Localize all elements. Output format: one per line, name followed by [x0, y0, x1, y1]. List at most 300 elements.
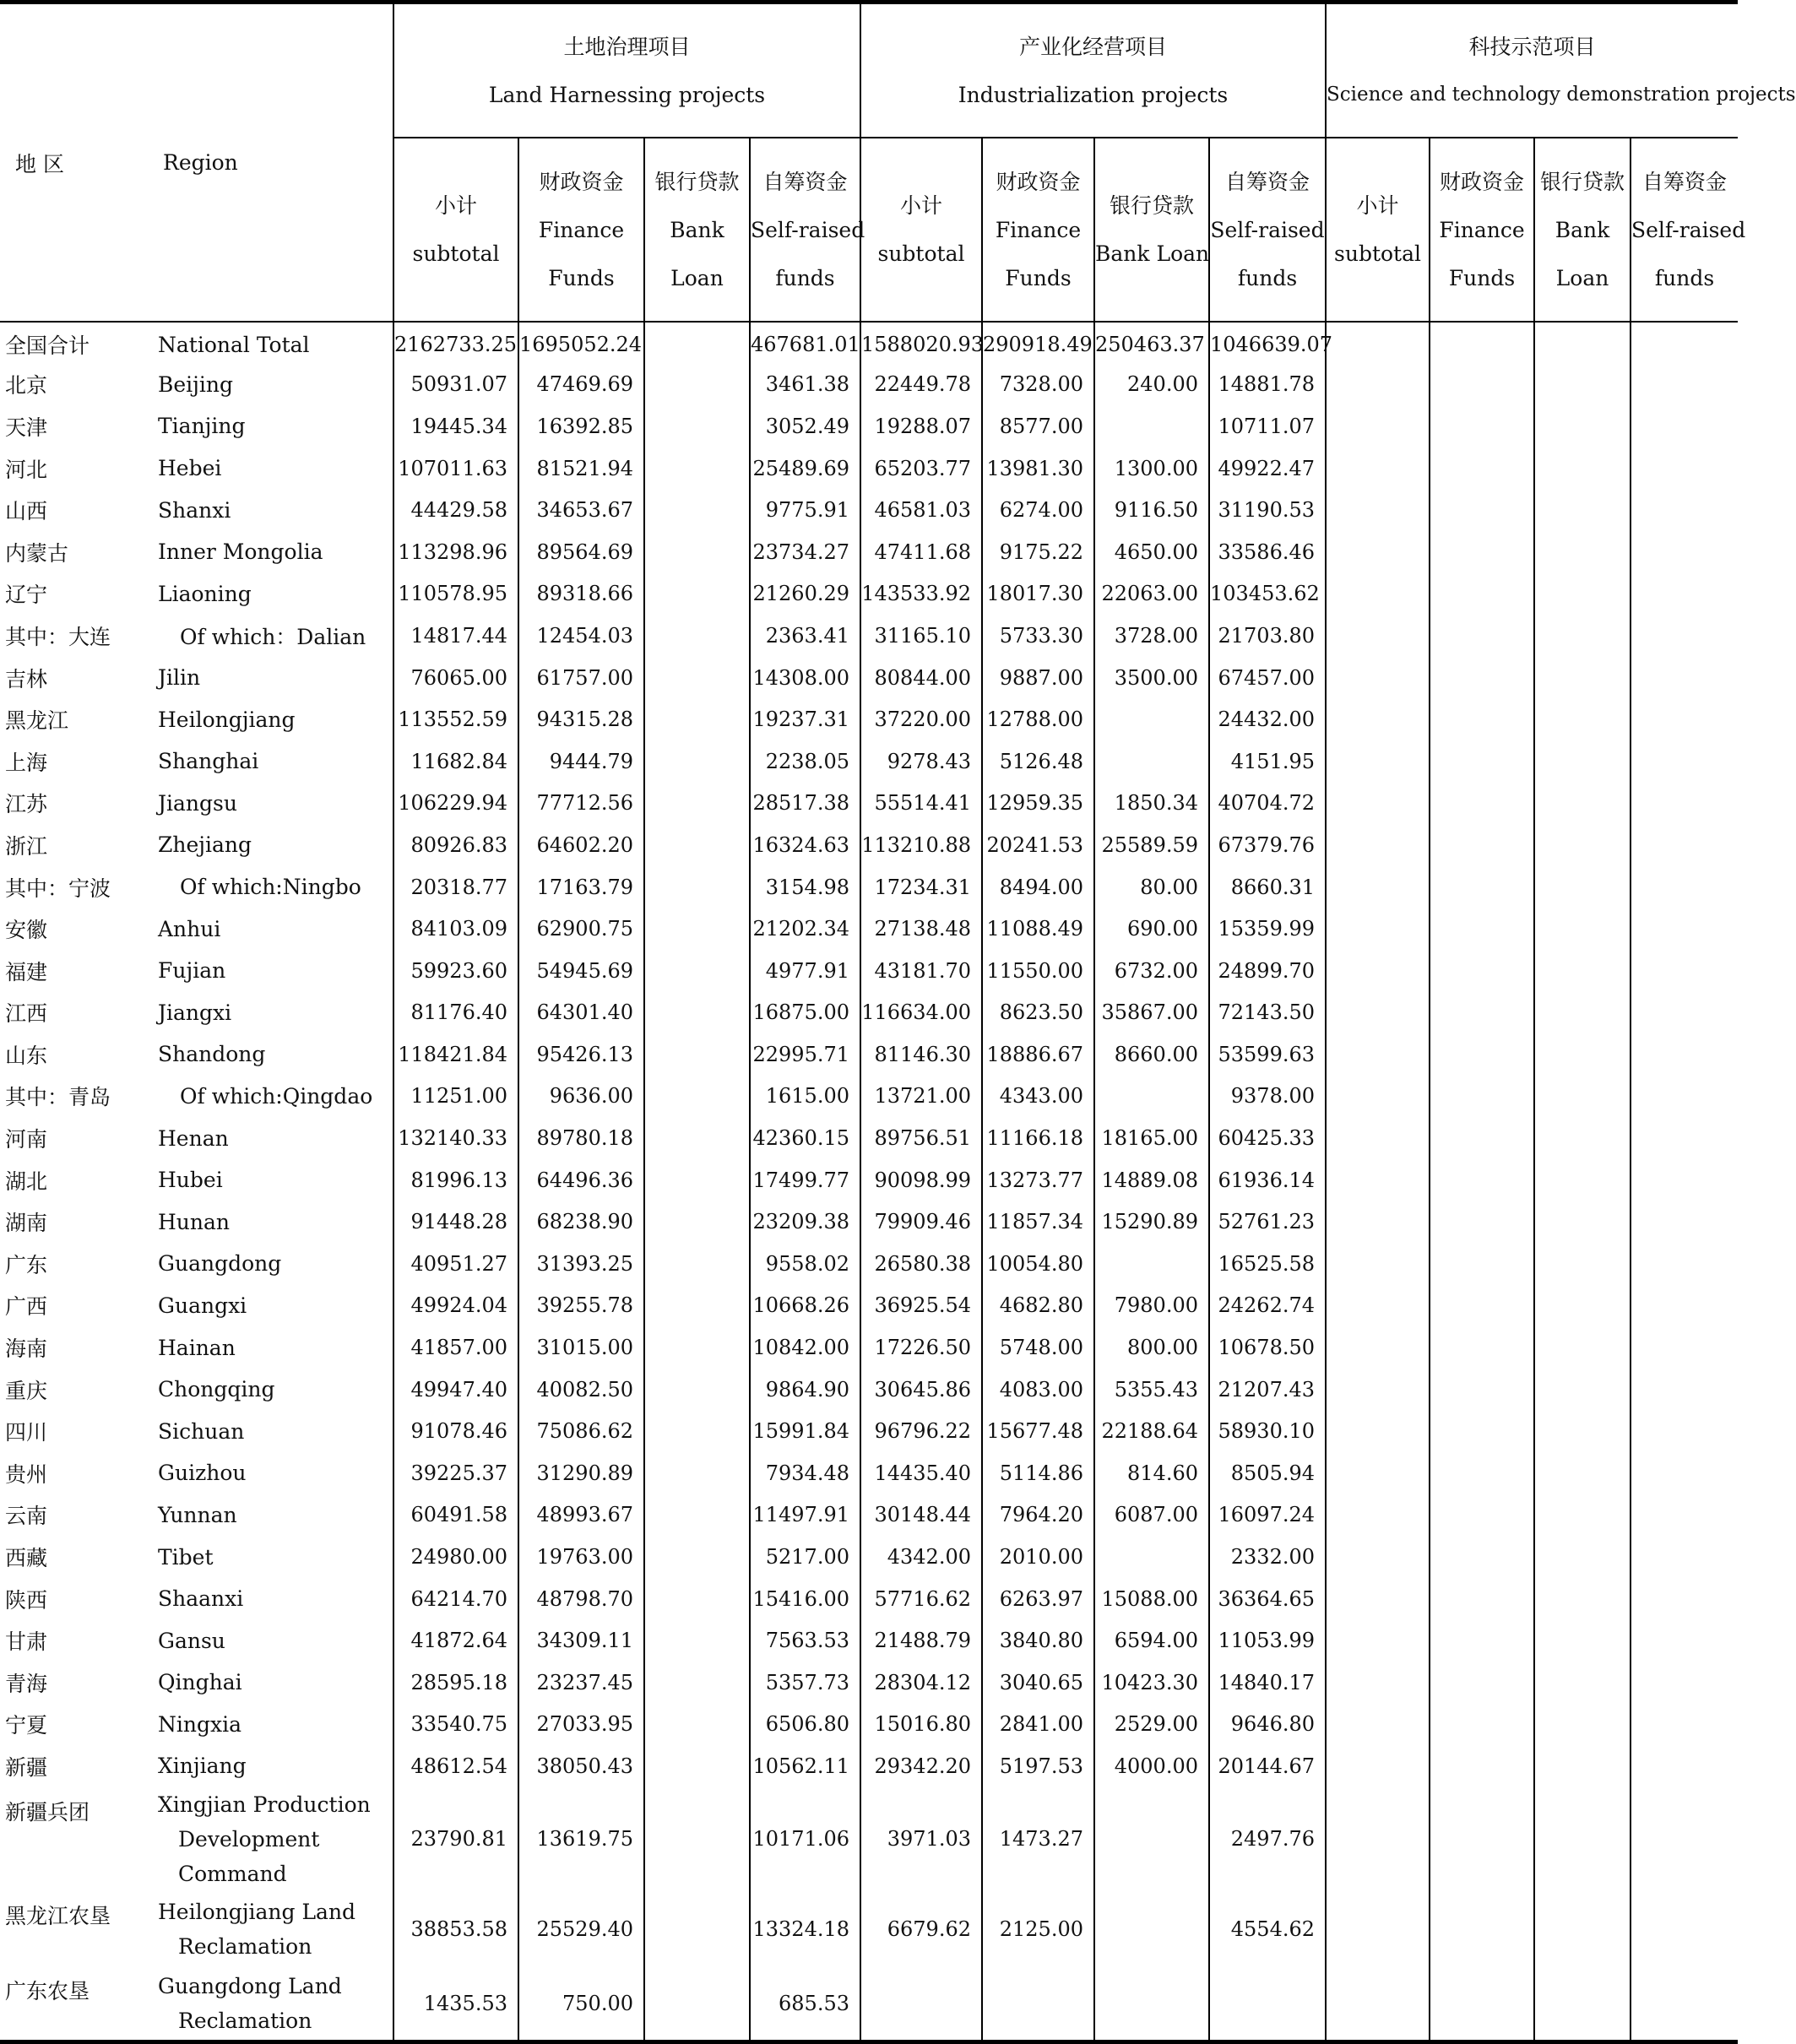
sub-header-cn: 银行贷款 [1540, 169, 1625, 194]
sub-header-0 [393, 138, 518, 322]
value-cell: 103453.62 [1209, 573, 1326, 615]
sub-header-en: Bank [1555, 217, 1610, 242]
value-cell: 48993.67 [518, 1494, 644, 1537]
table-row [0, 1410, 1738, 1452]
value-cell: 94315.28 [518, 698, 644, 740]
region-name-cn: 黑龙江农垦 [5, 1903, 111, 1928]
value-cell [1326, 489, 1430, 531]
value-cell [644, 1452, 750, 1494]
value-cell: 1695052.24 [518, 322, 644, 364]
region-name-cn: 山东 [5, 1043, 48, 1068]
value-cell [1631, 1704, 1738, 1746]
value-cell: 1615.00 [750, 1076, 860, 1118]
value-cell [1534, 1619, 1631, 1662]
region-name-cn: 河北 [5, 457, 48, 482]
value-cell [1631, 1243, 1738, 1285]
value-cell [1534, 1410, 1631, 1452]
value-cell [1534, 1662, 1631, 1704]
region-name-cn: 青海 [5, 1671, 48, 1696]
value-cell: 18165.00 [1094, 1117, 1209, 1159]
group-science-en: Science and technology demonstration projects [1327, 83, 1796, 106]
value-cell: 46581.03 [860, 489, 982, 531]
value-cell: 250463.37 [1094, 322, 1209, 364]
group-header-science [1326, 3, 1796, 138]
value-cell [1430, 1536, 1534, 1578]
value-cell: 4083.00 [982, 1369, 1094, 1411]
value-cell: 15088.00 [1094, 1578, 1209, 1620]
value-cell [644, 783, 750, 825]
value-cell: 54945.69 [518, 950, 644, 992]
value-cell: 4554.62 [1209, 1891, 1326, 1967]
sub-header-10 [1534, 138, 1631, 322]
value-cell: 27033.95 [518, 1704, 644, 1746]
value-cell: 19237.31 [750, 698, 860, 740]
region-name-en: Of which:Qingdao [180, 1083, 373, 1109]
value-cell: 89780.18 [518, 1117, 644, 1159]
value-cell: 116634.00 [860, 992, 982, 1034]
value-cell [1534, 1033, 1631, 1076]
value-cell: 9175.22 [982, 531, 1094, 573]
table-row [0, 405, 1738, 447]
value-cell: 2125.00 [982, 1891, 1094, 1967]
value-cell [1430, 866, 1534, 908]
value-cell [1094, 1966, 1209, 2042]
value-cell: 19288.07 [860, 405, 982, 447]
value-cell: 30148.44 [860, 1494, 982, 1537]
value-cell: 72143.50 [1209, 992, 1326, 1034]
table-row [0, 1369, 1738, 1411]
value-cell [1094, 1243, 1209, 1285]
value-cell: 107011.63 [393, 447, 518, 490]
value-cell: 53599.63 [1209, 1033, 1326, 1076]
region-name-en: Inner Mongolia [158, 539, 323, 565]
value-cell [1534, 615, 1631, 657]
value-cell [1631, 657, 1738, 699]
value-cell: 11682.84 [393, 740, 518, 783]
value-cell [644, 1159, 750, 1201]
table-row [0, 698, 1738, 740]
value-cell [1430, 1578, 1534, 1620]
table-row [0, 908, 1738, 950]
value-cell [644, 489, 750, 531]
value-cell: 11497.91 [750, 1494, 860, 1537]
value-cell [1631, 1285, 1738, 1327]
value-cell [1326, 364, 1430, 406]
value-cell: 17234.31 [860, 866, 982, 908]
value-cell [1631, 1662, 1738, 1704]
value-cell [1430, 1285, 1534, 1327]
value-cell [1326, 573, 1430, 615]
value-cell [644, 1201, 750, 1243]
value-cell: 22063.00 [1094, 573, 1209, 615]
value-cell [1534, 783, 1631, 825]
value-cell: 6263.97 [982, 1578, 1094, 1620]
value-cell: 48612.54 [393, 1745, 518, 1787]
value-cell: 3052.49 [750, 405, 860, 447]
group-industrialization-cn: 产业化经营项目 [1019, 34, 1168, 59]
region-name-en: Zhejiang [158, 832, 252, 858]
region-name-en: Guangdong [158, 1251, 282, 1277]
value-cell: 8623.50 [982, 992, 1094, 1034]
value-cell: 47469.69 [518, 364, 644, 406]
value-cell: 21207.43 [1209, 1369, 1326, 1411]
value-cell: 81146.30 [860, 1033, 982, 1076]
region-name-cn: 重庆 [5, 1378, 48, 1403]
value-cell [644, 1536, 750, 1578]
value-cell [1631, 531, 1738, 573]
value-cell: 14889.08 [1094, 1159, 1209, 1201]
value-cell: 33586.46 [1209, 531, 1326, 573]
value-cell: 3840.80 [982, 1619, 1094, 1662]
value-cell [1631, 447, 1738, 490]
value-cell [1631, 1326, 1738, 1369]
value-cell: 61936.14 [1209, 1159, 1326, 1201]
group-industrialization-en: Industrialization projects [958, 82, 1229, 107]
region-name-cn: 海南 [5, 1336, 48, 1362]
value-cell [1430, 322, 1534, 364]
sub-header-cn: 小计 [434, 193, 477, 218]
region-name-cn: 内蒙古 [5, 540, 69, 566]
value-cell [1631, 1452, 1738, 1494]
value-cell: 42360.15 [750, 1117, 860, 1159]
value-cell [1534, 950, 1631, 992]
region-name-en: Fujian [158, 958, 226, 984]
value-cell: 15416.00 [750, 1578, 860, 1620]
value-cell: 9378.00 [1209, 1076, 1326, 1118]
value-cell: 39255.78 [518, 1285, 644, 1327]
value-cell: 24980.00 [393, 1536, 518, 1578]
region-name-en: Of which：Dalian [180, 624, 366, 649]
value-cell [1326, 1619, 1430, 1662]
value-cell [1326, 1117, 1430, 1159]
value-cell: 9646.80 [1209, 1704, 1326, 1746]
value-cell: 10711.07 [1209, 405, 1326, 447]
value-cell [644, 1326, 750, 1369]
value-cell: 3728.00 [1094, 615, 1209, 657]
value-cell [1430, 1243, 1534, 1285]
value-cell: 52761.23 [1209, 1201, 1326, 1243]
region-name-cn: 北京 [5, 373, 48, 398]
value-cell [1326, 1201, 1430, 1243]
value-cell [1326, 1578, 1430, 1620]
value-cell: 10171.06 [750, 1787, 860, 1891]
value-cell: 89564.69 [518, 531, 644, 573]
table-row [0, 824, 1738, 866]
value-cell: 17499.77 [750, 1159, 860, 1201]
value-cell [1430, 1619, 1534, 1662]
value-cell [1326, 783, 1430, 825]
value-cell: 30645.86 [860, 1369, 982, 1411]
value-cell: 800.00 [1094, 1326, 1209, 1369]
table-row [0, 1891, 1738, 1967]
value-cell: 10562.11 [750, 1745, 860, 1787]
value-cell: 91448.28 [393, 1201, 518, 1243]
table-row [0, 1076, 1738, 1118]
value-cell [1430, 698, 1534, 740]
sub-header-en: subtotal [1334, 241, 1421, 266]
value-cell: 89756.51 [860, 1117, 982, 1159]
table-row [0, 531, 1738, 573]
value-cell: 240.00 [1094, 364, 1209, 406]
region-name-cn: 贵州 [5, 1461, 48, 1487]
value-cell: 35867.00 [1094, 992, 1209, 1034]
value-cell [644, 1243, 750, 1285]
value-cell: 3040.65 [982, 1662, 1094, 1704]
value-cell: 40082.50 [518, 1369, 644, 1411]
value-cell: 37220.00 [860, 698, 982, 740]
value-cell [1534, 1536, 1631, 1578]
value-cell: 11550.00 [982, 950, 1094, 992]
region-name-cn: 其中：青岛 [5, 1085, 111, 1110]
region-header-en-cell [158, 3, 393, 323]
value-cell [1430, 992, 1534, 1034]
sub-header-en: Self-raised [1631, 217, 1746, 242]
value-cell [1534, 657, 1631, 699]
value-cell [1430, 447, 1534, 490]
value-cell [1534, 1966, 1631, 2042]
value-cell: 89318.66 [518, 573, 644, 615]
value-cell [1430, 1117, 1534, 1159]
value-cell [1326, 866, 1430, 908]
value-cell [1326, 1159, 1430, 1201]
value-cell: 19763.00 [518, 1536, 644, 1578]
value-cell [1534, 447, 1631, 490]
value-cell: 13721.00 [860, 1076, 982, 1118]
value-cell: 8660.31 [1209, 866, 1326, 908]
value-cell [644, 1410, 750, 1452]
value-cell: 64301.40 [518, 992, 644, 1034]
region-name-cn: 黑龙江 [5, 708, 69, 734]
value-cell: 36925.54 [860, 1285, 982, 1327]
value-cell [1534, 824, 1631, 866]
value-cell: 16525.58 [1209, 1243, 1326, 1285]
value-cell [644, 908, 750, 950]
value-cell: 28304.12 [860, 1662, 982, 1704]
region-name-cn: 江西 [5, 1001, 48, 1027]
group-land-en: Land Harnessing projects [488, 82, 766, 107]
value-cell: 4682.80 [982, 1285, 1094, 1327]
value-cell: 59923.60 [393, 950, 518, 992]
value-cell: 23209.38 [750, 1201, 860, 1243]
value-cell [1430, 364, 1534, 406]
value-cell: 110578.95 [393, 573, 518, 615]
group-header-industrialization [860, 3, 1326, 138]
value-cell: 7964.20 [982, 1494, 1094, 1537]
sub-header-en-line2: Loan [1555, 265, 1609, 290]
sub-header-7 [1209, 138, 1326, 322]
table-row [0, 1201, 1738, 1243]
value-cell: 60425.33 [1209, 1117, 1326, 1159]
value-cell [644, 1662, 750, 1704]
sub-header-cn: 小计 [1356, 193, 1399, 218]
value-cell [1326, 1704, 1430, 1746]
value-cell: 13619.75 [518, 1787, 644, 1891]
value-cell: 9864.90 [750, 1369, 860, 1411]
table-row [0, 573, 1738, 615]
value-cell: 19445.34 [393, 405, 518, 447]
value-cell [1326, 447, 1430, 490]
region-name-cn: 江苏 [5, 792, 48, 817]
value-cell: 15290.89 [1094, 1201, 1209, 1243]
value-cell: 47411.68 [860, 531, 982, 573]
value-cell [1430, 1745, 1534, 1787]
value-cell [1534, 1704, 1631, 1746]
value-cell [1631, 1117, 1738, 1159]
region-name-en: Liaoning [158, 581, 252, 606]
value-cell: 16097.24 [1209, 1494, 1326, 1537]
value-cell [1534, 1578, 1631, 1620]
value-cell: 24899.70 [1209, 950, 1326, 992]
value-cell: 79909.46 [860, 1201, 982, 1243]
value-cell [1326, 1891, 1430, 1967]
value-cell: 55514.41 [860, 783, 982, 825]
value-cell [1430, 1076, 1534, 1118]
value-cell: 64602.20 [518, 824, 644, 866]
value-cell: 2238.05 [750, 740, 860, 783]
region-name-cn: 山西 [5, 499, 48, 524]
sub-header-en: Finance [538, 217, 625, 242]
value-cell [644, 615, 750, 657]
region-name-en-line1: Xingjian Production [158, 1792, 371, 1817]
value-cell [1534, 531, 1631, 573]
value-cell: 10668.26 [750, 1285, 860, 1327]
value-cell [1631, 908, 1738, 950]
value-cell [1326, 950, 1430, 992]
value-cell: 67457.00 [1209, 657, 1326, 699]
value-cell [1430, 908, 1534, 950]
table-row [0, 364, 1738, 406]
region-name-cn: 安徽 [5, 918, 48, 943]
value-cell [1326, 698, 1430, 740]
sub-header-en-line2: Funds [1005, 265, 1072, 290]
value-cell: 20318.77 [393, 866, 518, 908]
value-cell [1631, 615, 1738, 657]
value-cell [1430, 740, 1534, 783]
value-cell [644, 364, 750, 406]
value-cell [1631, 1410, 1738, 1452]
sub-header-en: Bank [670, 217, 724, 242]
value-cell: 2529.00 [1094, 1704, 1209, 1746]
value-cell [1534, 1243, 1631, 1285]
value-cell: 3461.38 [750, 364, 860, 406]
value-cell: 8577.00 [982, 405, 1094, 447]
value-cell [1430, 1662, 1534, 1704]
value-cell: 21703.80 [1209, 615, 1326, 657]
value-cell: 24432.00 [1209, 698, 1326, 740]
sub-header-cn: 自筹资金 [1642, 169, 1728, 194]
region-name-en: Guangxi [158, 1293, 247, 1318]
value-cell [1534, 740, 1631, 783]
value-cell: 1300.00 [1094, 447, 1209, 490]
value-cell [1326, 824, 1430, 866]
sub-header-en: Finance [1439, 217, 1525, 242]
value-cell [1326, 1745, 1430, 1787]
table-row [0, 1243, 1738, 1285]
sub-header-en-line2: Loan [670, 265, 724, 290]
region-name-cn: 河南 [5, 1127, 48, 1152]
value-cell: 34309.11 [518, 1619, 644, 1662]
value-cell [1430, 1966, 1534, 2042]
region-name-en [158, 1891, 393, 1967]
value-cell: 21488.79 [860, 1619, 982, 1662]
value-cell: 4650.00 [1094, 531, 1209, 573]
value-cell: 25589.59 [1094, 824, 1209, 866]
value-cell [1631, 740, 1738, 783]
region-name-en: Jiangxi [158, 1000, 232, 1025]
group-science-cn: 科技示范项目 [1468, 34, 1596, 59]
value-cell [1631, 1891, 1738, 1967]
value-cell [860, 1966, 982, 2042]
value-cell: 14308.00 [750, 657, 860, 699]
value-cell [1326, 1536, 1430, 1578]
sub-header-en-line2: funds [1654, 265, 1715, 290]
value-cell: 113298.96 [393, 531, 518, 573]
region-name-en: Jiangsu [158, 790, 237, 816]
value-cell [1326, 405, 1430, 447]
value-cell: 1588020.93 [860, 322, 982, 364]
value-cell [1631, 1536, 1738, 1578]
value-cell [1209, 1966, 1326, 2042]
value-cell [1631, 1578, 1738, 1620]
value-cell [644, 1076, 750, 1118]
region-name-en: Heilongjiang [158, 707, 296, 732]
region-name-en: Shandong [158, 1042, 266, 1067]
value-cell [1430, 1159, 1534, 1201]
value-cell: 14881.78 [1209, 364, 1326, 406]
value-cell: 3500.00 [1094, 657, 1209, 699]
value-cell: 26580.38 [860, 1243, 982, 1285]
value-cell: 9116.50 [1094, 489, 1209, 531]
table-row [0, 992, 1738, 1034]
value-cell: 90098.99 [860, 1159, 982, 1201]
value-cell: 49947.40 [393, 1369, 518, 1411]
region-name-en: Of which:Ningbo [180, 875, 361, 900]
value-cell: 17163.79 [518, 866, 644, 908]
value-cell: 11088.49 [982, 908, 1094, 950]
value-cell [1631, 1619, 1738, 1662]
sub-header-cn: 自筹资金 [1225, 169, 1310, 194]
value-cell: 34653.67 [518, 489, 644, 531]
value-cell: 31190.53 [1209, 489, 1326, 531]
value-cell: 9887.00 [982, 657, 1094, 699]
value-cell [1631, 1159, 1738, 1201]
value-cell [644, 1494, 750, 1537]
value-cell [1094, 1076, 1209, 1118]
value-cell: 7934.48 [750, 1452, 860, 1494]
value-cell: 12454.03 [518, 615, 644, 657]
value-cell: 31165.10 [860, 615, 982, 657]
value-cell [1534, 1745, 1631, 1787]
value-cell: 8660.00 [1094, 1033, 1209, 1076]
value-cell: 16324.63 [750, 824, 860, 866]
sub-header-cn: 银行贷款 [1109, 193, 1194, 218]
region-name-cn: 辽宁 [5, 583, 48, 608]
sub-header-cn: 银行贷款 [654, 169, 740, 194]
value-cell: 467681.01 [750, 322, 860, 364]
value-cell: 18017.30 [982, 573, 1094, 615]
sub-header-cn: 财政资金 [539, 169, 624, 194]
value-cell [1094, 1891, 1209, 1967]
sub-header-9 [1430, 138, 1534, 322]
value-cell [1430, 489, 1534, 531]
value-cell: 15359.99 [1209, 908, 1326, 950]
region-name-cn: 广西 [5, 1294, 48, 1320]
region-name-cn: 新疆兵团 [5, 1799, 90, 1824]
region-name-en: Ningxia [158, 1711, 241, 1737]
value-cell: 27138.48 [860, 908, 982, 950]
value-cell: 5126.48 [982, 740, 1094, 783]
sub-header-8 [1326, 138, 1430, 322]
